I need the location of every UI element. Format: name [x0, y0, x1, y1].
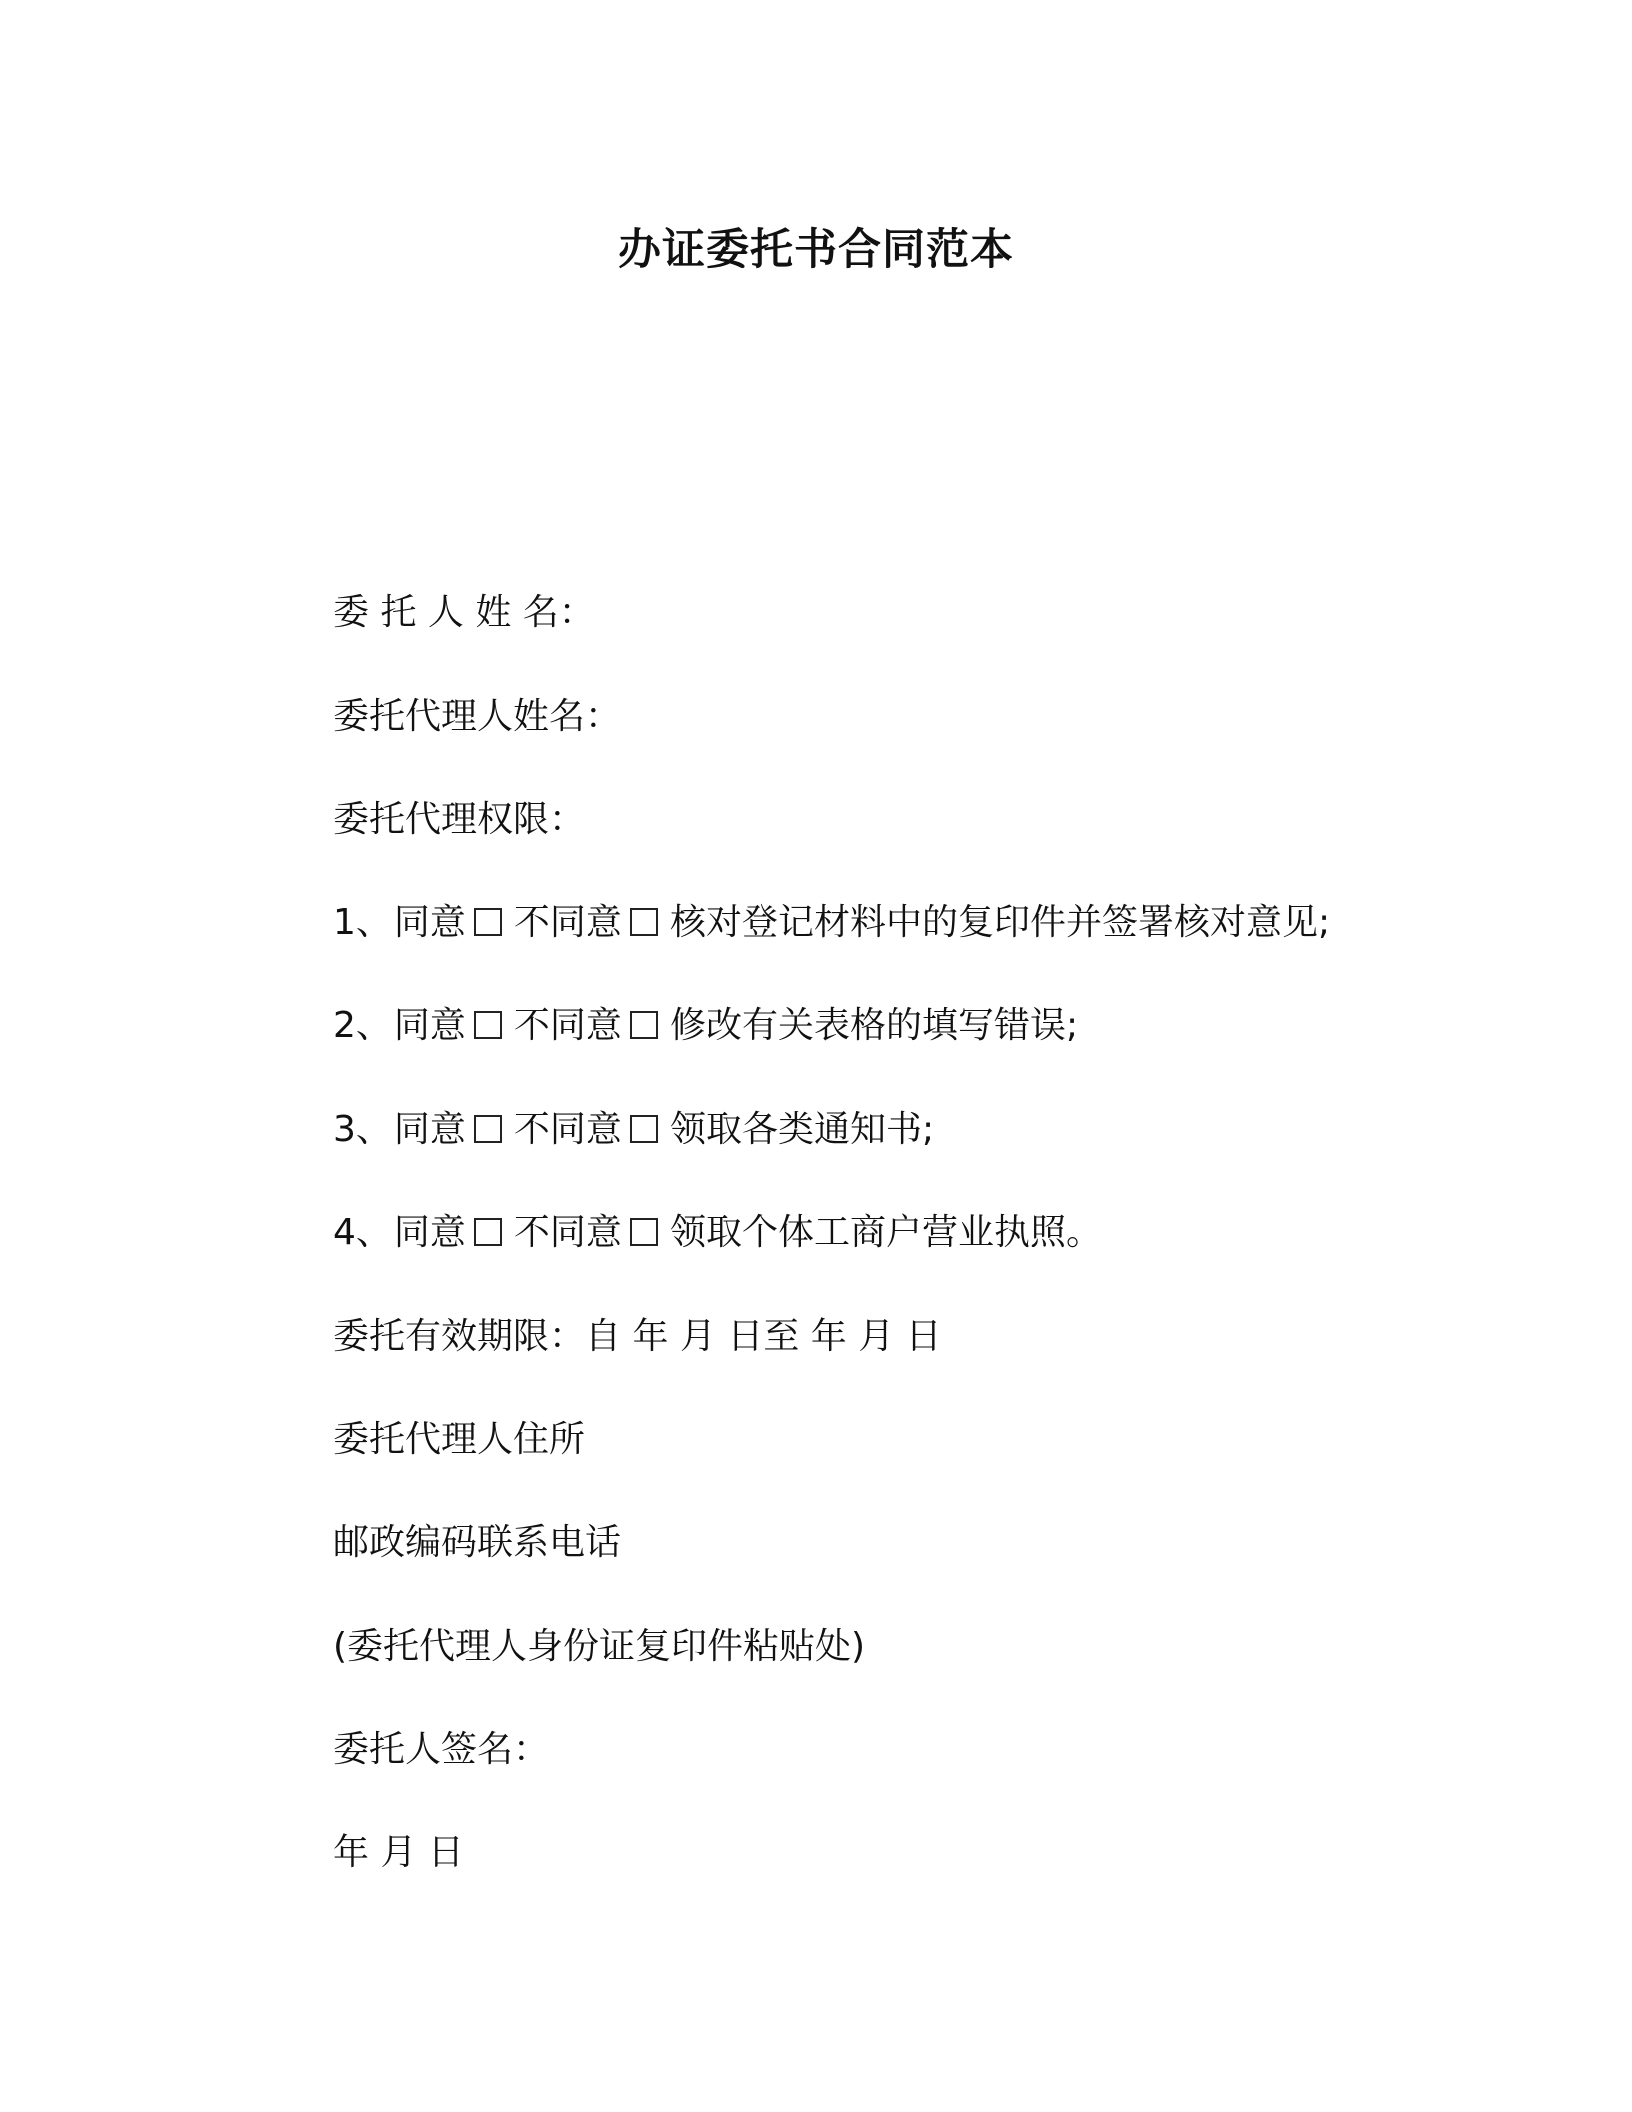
principal-signature-label: 委托人签名：: [333, 1729, 550, 1770]
agree-label: 同意: [393, 1109, 466, 1150]
disagree-checkbox[interactable]: [630, 1218, 658, 1246]
permission-number: 3、: [333, 1109, 392, 1150]
disagree-label: 不同意: [513, 1109, 622, 1150]
signature-date: 年 月 日: [333, 1832, 464, 1873]
agree-checkbox[interactable]: [474, 908, 502, 936]
permission-number: 4、: [333, 1212, 392, 1253]
disagree-label: 不同意: [513, 902, 622, 943]
permission-text: 领取个体工商户营业执照。: [669, 1212, 1102, 1253]
validity-period: [333, 1312, 942, 1362]
permission-item-4: [333, 1208, 1102, 1258]
agent-name-label: 委托代理人姓名：: [333, 696, 622, 737]
agree-label: 同意: [393, 1005, 466, 1046]
permission-item-1: [333, 898, 1330, 948]
permission-text: 领取各类通知书;: [669, 1109, 935, 1150]
permission-text: 修改有关表格的填写错误;: [669, 1005, 1079, 1046]
principal-name-label: [333, 588, 595, 638]
document-title: 办证委托书合同范本: [618, 225, 1014, 275]
authority-label: 委托代理权限：: [333, 799, 586, 840]
validity-label: 委托有效期限：: [333, 1316, 586, 1357]
agree-checkbox[interactable]: [474, 1011, 502, 1039]
permission-item-3: [333, 1105, 934, 1155]
disagree-label: 不同意: [513, 1212, 622, 1253]
agree-label: 同意: [393, 1212, 466, 1253]
agree-checkbox[interactable]: [474, 1115, 502, 1143]
disagree-label: 不同意: [513, 1005, 622, 1046]
principal-name-label-text: 委 托 人 姓 名：: [333, 592, 595, 633]
agent-address-label: 委托代理人住所: [333, 1419, 586, 1460]
permission-item-2: [333, 1001, 1078, 1051]
permission-text: 核对登记材料中的复印件并签署核对意见;: [669, 902, 1331, 943]
disagree-checkbox[interactable]: [630, 1011, 658, 1039]
validity-dates: 自 年 月 日至 年 月 日: [585, 1316, 942, 1357]
agree-label: 同意: [393, 902, 466, 943]
permission-number: 1、: [333, 902, 392, 943]
disagree-checkbox[interactable]: [630, 908, 658, 936]
postal-phone-label: 邮政编码联系电话: [333, 1522, 622, 1563]
permission-number: 2、: [333, 1005, 392, 1046]
id-copy-note: (委托代理人身份证复印件粘贴处): [333, 1626, 866, 1667]
disagree-checkbox[interactable]: [630, 1115, 658, 1143]
agree-checkbox[interactable]: [474, 1218, 502, 1246]
